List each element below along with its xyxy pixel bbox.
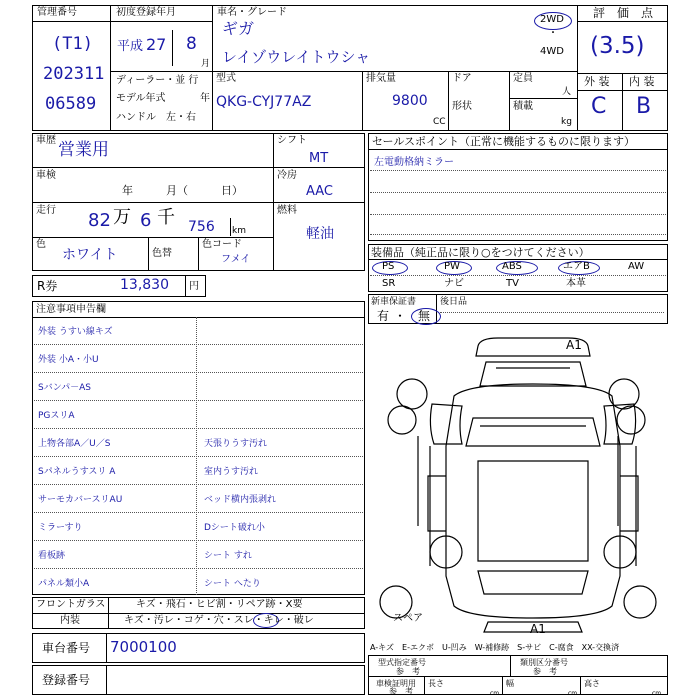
door-label: ドア: [452, 73, 472, 84]
note-left: Sパネルうすスリ A: [38, 467, 116, 477]
front-glass-value: キズ・飛石・ヒビ割・リペア跡・X要: [136, 599, 303, 610]
height-cm: cm: [652, 690, 662, 697]
chassis-label: 車台番号: [42, 641, 91, 655]
shaken-label: 車検: [36, 170, 56, 181]
r-ticket-label: R券: [37, 279, 58, 293]
shape-label: 形状: [452, 101, 472, 112]
load-label: 積載: [513, 101, 533, 112]
r-ticket-unit: 円: [189, 281, 199, 292]
exterior-grade: C: [591, 94, 607, 119]
displacement: 9800: [392, 93, 428, 109]
note-left: PGスリA: [38, 411, 75, 421]
mileage-sen: 6: [140, 210, 152, 231]
note-right: Dシート破れ小: [204, 523, 265, 533]
score: (3.5): [590, 33, 645, 59]
equip-abs: ABS: [502, 261, 522, 272]
displacement-label: 排気量: [366, 73, 396, 84]
history-label: 車歴: [36, 135, 56, 146]
note-right: 天張りうす汚れ: [204, 439, 268, 449]
drive-2wd: 2WD: [540, 14, 564, 25]
name-grade-label: 車名・グレード: [217, 7, 287, 18]
note-left: 看板跡: [38, 551, 66, 561]
note-left: サーモカバースリAU: [38, 495, 123, 505]
date-label: 後日品: [440, 297, 468, 307]
spare-label: スペア: [393, 613, 423, 624]
model-year-label: モデル年式: [116, 93, 166, 104]
fuel-value: 軽油: [306, 226, 334, 242]
drive-4wd: 4WD: [540, 46, 564, 57]
kanri-line2: 202311: [43, 64, 105, 84]
ref1: 参 考: [396, 667, 420, 676]
equip-tv: TV: [506, 278, 519, 289]
reg-label: 登録番号: [42, 673, 91, 687]
category: 類別区分番号: [520, 658, 568, 667]
model-year-unit: 年: [200, 93, 210, 104]
shift-value: MT: [309, 151, 329, 166]
note-right: 室内うす汚れ: [204, 467, 259, 477]
interior-glass-label: 内装: [60, 615, 80, 626]
type-designation: 型式指定番号: [378, 658, 426, 667]
ac-label: 冷房: [277, 170, 297, 181]
history-value: 営業用: [58, 140, 109, 160]
length-cm: cm: [490, 690, 500, 697]
color-value: ホワイト: [62, 247, 118, 263]
dealer-label: ディーラー・並 行: [116, 75, 199, 86]
sen-unit: 千: [157, 207, 175, 228]
first-reg-month-unit: 月: [201, 59, 211, 69]
note-left: ミラーすり: [38, 523, 83, 533]
note-left: Sバンパ－AS: [38, 383, 91, 393]
r-ticket-value: 13,830: [120, 277, 169, 293]
warranty-label: 新車保証書: [371, 297, 417, 307]
car-grade: レイゾウレイトウシャ: [222, 48, 371, 66]
width-label: 幅: [506, 679, 514, 688]
color-change-label: 色替: [152, 248, 172, 259]
hyoka-label: 評 価 点: [593, 6, 654, 20]
warranty-dot: ・: [394, 309, 407, 323]
chassis-value: 7000100: [110, 638, 177, 656]
first-reg-label: 初度登録年月: [116, 7, 176, 18]
handle-label: ハンドル 左・右: [116, 112, 196, 123]
ref2: 参 考: [533, 667, 557, 676]
color-code: フメイ: [221, 254, 251, 265]
damage-mark-top: A1: [566, 338, 582, 352]
note-right: シート へたり: [204, 579, 261, 589]
km-unit: km: [232, 226, 246, 236]
capacity-label: 定員: [513, 73, 533, 84]
capacity-unit: 人: [562, 87, 572, 97]
damage-mark-bottom: A1: [530, 622, 546, 636]
kanri-line3: 06589: [45, 94, 97, 114]
notes-label: 注意事項申告欄: [36, 304, 106, 315]
interior-grade: B: [636, 94, 652, 119]
warranty-no: 無: [418, 309, 431, 323]
shift-label: シフト: [277, 135, 307, 146]
equipment-label: 装備品（純正品に限り○をつけてください）: [371, 246, 590, 259]
length-label: 長さ: [428, 679, 444, 688]
mileage-rest: 756: [188, 219, 215, 235]
interior-glass-value: キズ・汚レ・コゲ・穴・スレ・キレ・破レ: [124, 615, 314, 626]
car-name: ギガ: [222, 19, 255, 38]
cc-unit: CC: [433, 117, 446, 127]
width-cm: cm: [568, 690, 578, 697]
front-glass-label: フロントガラス: [36, 599, 106, 610]
first-reg-year: 27: [146, 35, 167, 54]
note-right: シート すれ: [204, 551, 252, 561]
note-left: 外装 うすい線キズ: [38, 327, 113, 337]
kanri-label: 管理番号: [37, 7, 77, 18]
first-reg-era: 平成: [117, 39, 144, 54]
model-label: 型式: [216, 73, 236, 84]
color-code-label: 色コード: [202, 239, 242, 250]
equip-ps: PS: [382, 261, 395, 272]
first-reg-month: 8: [186, 34, 197, 54]
man-unit: 万: [113, 207, 131, 228]
vehicle-diagram: [368, 326, 668, 638]
color-label: 色: [36, 239, 46, 250]
interior-label: 内 装: [629, 75, 655, 88]
equip-leather: 本革: [566, 278, 586, 289]
note-left: パネル類小A: [38, 579, 90, 589]
equip-navi: ナビ: [444, 278, 464, 289]
equip-aw: AW: [628, 261, 645, 272]
load-unit: kg: [561, 117, 572, 127]
note-left: 上物各部A／U／S: [38, 439, 111, 449]
note-right: ベッド横内張剥れ: [204, 495, 277, 505]
equip-sr: SR: [382, 278, 396, 289]
note-left: 外装 小A・小U: [38, 355, 99, 365]
drive-dot: ・: [548, 28, 558, 39]
equip-airbag: エアB: [563, 261, 590, 272]
mileage-label: 走行: [36, 205, 56, 216]
shaken-format: 年 月（ 日）: [122, 184, 243, 197]
fuel-label: 燃料: [277, 205, 297, 216]
warranty-yes: 有: [377, 309, 390, 323]
kanri-line1: (T1): [52, 34, 93, 54]
sales-line1: 左電動格納ミラー: [374, 157, 454, 168]
exterior-label: 外 装: [584, 75, 610, 88]
ac-value: AAC: [306, 184, 333, 199]
damage-legend: A-キズ E-エクボ U-凹み W-補修跡 S-サビ C-腐食 XX-交換済: [370, 643, 620, 652]
ref3: 参 考: [389, 687, 413, 696]
sales-label: セールスポイント（正常に機能するものに限ります）: [372, 135, 636, 148]
r-ticket-frame: [32, 275, 206, 297]
height-label: 高さ: [584, 679, 600, 688]
mileage-man: 82: [88, 210, 111, 231]
model-code: QKG-CYJ77AZ: [216, 94, 312, 110]
cert-label: 車検証明用: [376, 679, 416, 688]
equip-pw: PW: [444, 261, 460, 272]
